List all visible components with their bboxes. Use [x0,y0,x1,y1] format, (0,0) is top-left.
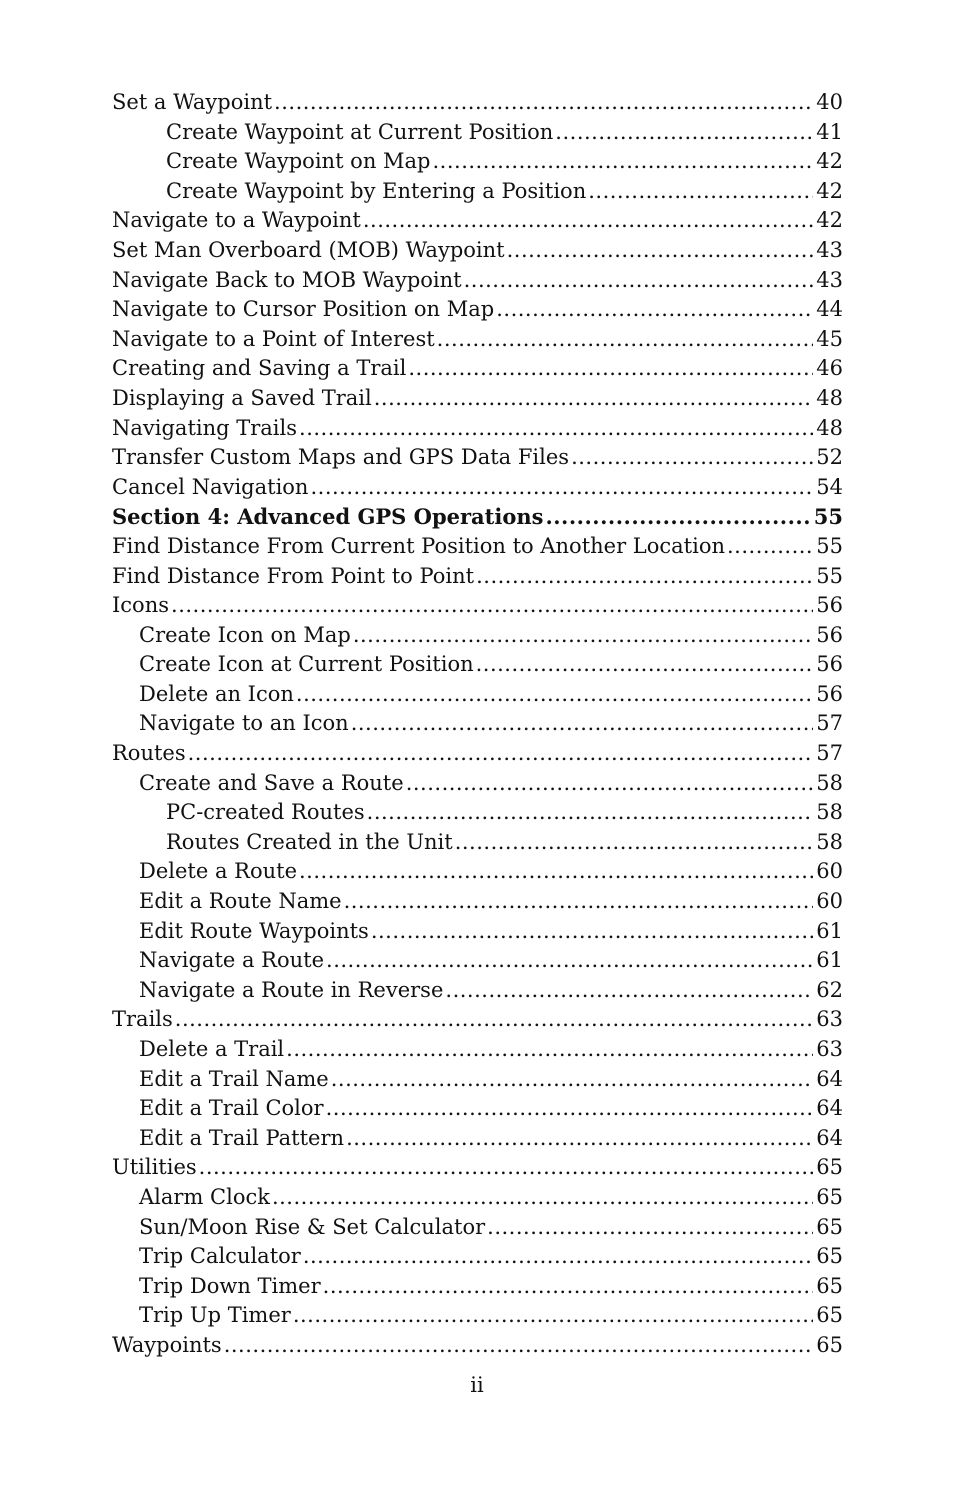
toc-entry-page: 65 [816,1303,843,1328]
toc-entry[interactable] [112,266,843,296]
toc-entry[interactable] [112,88,843,118]
toc-entry-title: Create and Save a Route [139,770,404,795]
toc-entry-page: 61 [816,918,843,943]
toc-entry[interactable] [112,739,843,769]
toc-entry[interactable] [112,621,843,651]
toc-entry[interactable] [112,946,843,976]
toc-entry[interactable] [112,828,843,858]
toc-entry[interactable] [112,414,843,444]
toc-dot-leader [433,147,814,177]
toc-dot-leader [464,266,814,296]
toc-entry[interactable] [112,295,843,325]
toc-entry-page: 52 [816,445,843,470]
toc-entry-title: Navigate to an Icon [139,711,349,736]
toc-dot-leader [331,1065,814,1095]
toc-entry-title: Set Man Overboard (MOB) Waypoint [112,237,505,262]
toc-entry-title: Routes [112,741,186,766]
toc-entry-title: Delete an Icon [139,681,294,706]
toc-entry[interactable] [112,1272,843,1302]
toc-entry-title: Cancel Navigation [112,474,309,499]
toc-entry[interactable] [112,976,843,1006]
toc-entry-page: 43 [816,237,843,262]
table-of-contents [112,88,843,1361]
toc-entry[interactable] [112,443,843,473]
toc-entry-page: 48 [816,385,843,410]
toc-entry-page: 65 [816,1155,843,1180]
toc-entry-page: 65 [816,1273,843,1298]
toc-dot-leader [545,502,810,532]
toc-dot-leader [299,857,813,887]
toc-entry-title: Section 4: Advanced GPS Operations [112,504,544,530]
toc-entry-page: 56 [816,593,843,618]
toc-entry-page: 65 [816,1184,843,1209]
toc-entry-title: Delete a Trail [139,1037,285,1061]
toc-entry-title: Create Waypoint by Entering a Position [166,178,587,203]
toc-dot-leader [476,650,814,680]
toc-entry-title: Trails [112,1007,173,1032]
toc-entry-page: 65 [816,1332,843,1357]
toc-entry-title: Create Waypoint on Map [166,149,431,174]
toc-entry-page: 58 [816,770,843,795]
toc-dot-leader [353,621,813,651]
toc-entry-page: 43 [816,267,843,292]
toc-entry[interactable] [112,798,843,828]
toc-dot-leader [323,1272,814,1302]
toc-entry-title: Waypoints [112,1332,222,1357]
toc-entry-page: 56 [816,652,843,677]
toc-entry-page: 58 [816,800,843,825]
toc-entry-title: Edit a Trail Color [139,1096,324,1121]
toc-dot-leader [299,414,813,444]
toc-dot-leader [571,443,813,473]
toc-entry-title: Trip Up Timer [139,1303,291,1328]
toc-dot-leader [175,1005,813,1035]
toc-entry[interactable] [112,325,843,355]
toc-entry[interactable] [112,1153,843,1183]
toc-entry-title: Alarm Clock [139,1184,270,1209]
toc-entry[interactable] [112,532,843,562]
toc-entry[interactable] [112,1124,843,1154]
toc-entry[interactable] [112,857,843,887]
toc-entry[interactable] [112,887,843,917]
toc-entry[interactable] [112,384,843,414]
toc-entry-title: Navigate a Route in Reverse [139,977,444,1002]
toc-entry-title: Edit a Trail Pattern [139,1125,345,1150]
toc-entry-page: 42 [816,208,843,233]
toc-dot-leader [274,88,813,118]
toc-entry-page: 48 [816,415,843,440]
toc-entry-page: 56 [816,622,843,647]
toc-entry-title: Create Waypoint at Current Position [166,119,554,144]
toc-entry[interactable] [112,650,843,680]
toc-entry-title: Edit a Trail Name [139,1066,329,1091]
toc-dot-leader [310,473,813,503]
toc-dot-leader [326,946,813,976]
toc-dot-leader [588,177,813,207]
toc-entry-title: Utilities [112,1155,197,1180]
toc-entry-page: 62 [816,977,843,1002]
toc-entry-page: 42 [816,149,843,174]
toc-entry[interactable] [112,769,843,799]
toc-dot-leader [171,591,813,621]
toc-entry-title: Edit Route Waypoints [139,918,369,943]
toc-entry-page: 64 [816,1125,843,1150]
toc-entry[interactable] [112,1005,843,1035]
toc-entry[interactable] [112,1035,843,1065]
toc-entry-page: 64 [816,1066,843,1091]
toc-dot-leader [286,1035,813,1065]
toc-entry-page: 63 [816,1007,843,1032]
toc-entry[interactable] [112,354,843,384]
toc-entry-page: 57 [816,741,843,766]
toc-entry-page: 65 [816,1214,843,1239]
toc-dot-leader [487,1213,813,1243]
toc-entry-page: 54 [816,474,843,499]
toc-entry[interactable] [112,147,843,177]
toc-entry-title: Creating and Saving a Trail [112,356,407,381]
toc-entry-page: 40 [816,90,843,114]
toc-entry[interactable] [112,1242,843,1272]
toc-entry-title: Trip Down Timer [139,1273,321,1298]
toc-entry-title: Sun/Moon Rise & Set Calculator [139,1214,486,1239]
toc-entry-page: 65 [816,1244,843,1269]
toc-entry-title: Navigating Trails [112,415,298,440]
toc-dot-leader [224,1331,814,1361]
toc-dot-leader [374,384,814,414]
toc-entry-title: Edit a Route Name [139,889,342,914]
toc-entry-title: Navigate to Cursor Position on Map [112,297,495,322]
toc-entry-page: 44 [816,297,843,322]
toc-entry[interactable] [112,1331,843,1361]
toc-dot-leader [437,325,814,355]
toc-dot-leader [188,739,814,769]
toc-entry-title: Transfer Custom Maps and GPS Data Files [112,445,570,470]
toc-entry-page: 45 [816,326,843,351]
toc-entry-page: 41 [816,119,843,144]
toc-entry-title: Navigate Back to MOB Waypoint [112,267,462,292]
toc-entry[interactable] [112,118,843,148]
toc-entry-page: 56 [816,681,843,706]
toc-entry-page: 64 [816,1096,843,1121]
toc-entry[interactable] [112,236,843,266]
toc-entry-page: 57 [816,711,843,736]
toc-entry[interactable] [112,1065,843,1095]
toc-entry-title: Find Distance From Current Position to Another Location [112,533,725,558]
toc-entry[interactable] [112,1183,843,1213]
toc-entry[interactable] [112,1301,843,1331]
toc-dot-leader [371,917,813,947]
toc-entry-title: Navigate to a Point of Interest [112,326,435,351]
toc-dot-leader [507,236,814,266]
toc-entry-page: 55 [816,533,843,558]
toc-entry-title: Navigate to a Waypoint [112,208,361,233]
toc-dot-leader [455,828,814,858]
toc-entry[interactable] [112,562,843,592]
toc-dot-leader [406,769,814,799]
toc-dot-leader [199,1153,814,1183]
toc-dot-leader [445,976,813,1006]
toc-entry-page: 42 [816,178,843,203]
toc-dot-leader [727,532,813,562]
toc-dot-leader [363,206,813,236]
toc-entry-title: PC-created Routes [166,800,365,825]
toc-entry[interactable] [112,473,843,503]
toc-entry-title: Trip Calculator [139,1244,301,1269]
toc-entry-title: Displaying a Saved Trail [112,385,372,410]
page-number: ii [470,1373,484,1397]
toc-entry-page: 58 [816,829,843,854]
toc-dot-leader [293,1301,813,1331]
toc-dot-leader [555,118,813,148]
toc-entry[interactable] [112,502,843,532]
toc-entry-title: Set a Waypoint [112,90,273,114]
toc-entry-page: 55 [813,504,843,530]
toc-entry-page: 46 [816,356,843,381]
toc-dot-leader [351,709,814,739]
toc-dot-leader [346,1124,813,1154]
toc-entry-title: Icons [112,593,170,618]
toc-dot-leader [476,562,813,592]
toc-entry-title: Navigate a Route [139,948,325,973]
toc-entry-page: 55 [816,563,843,588]
toc-entry[interactable] [112,591,843,621]
toc-dot-leader [344,887,814,917]
toc-dot-leader [326,1094,814,1124]
toc-entry-title: Find Distance From Point to Point [112,563,475,588]
toc-dot-leader [408,354,813,384]
toc-entry[interactable] [112,709,843,739]
toc-entry[interactable] [112,1213,843,1243]
toc-entry-title: Routes Created in the Unit [166,829,453,854]
toc-entry[interactable] [112,177,843,207]
toc-entry-title: Delete a Route [139,859,297,884]
toc-dot-leader [367,798,814,828]
toc-dot-leader [296,680,813,710]
toc-entry-title: Create Icon at Current Position [139,652,474,677]
toc-entry-page: 63 [816,1037,843,1061]
toc-entry-title: Create Icon on Map [139,622,351,647]
toc-dot-leader [272,1183,813,1213]
toc-entry[interactable] [112,1094,843,1124]
toc-entry-page: 60 [816,889,843,914]
toc-dot-leader [496,295,813,325]
toc-entry[interactable] [112,917,843,947]
toc-entry-page: 60 [816,859,843,884]
toc-entry[interactable] [112,206,843,236]
toc-entry-page: 61 [816,948,843,973]
toc-entry[interactable] [112,680,843,710]
toc-dot-leader [303,1242,813,1272]
